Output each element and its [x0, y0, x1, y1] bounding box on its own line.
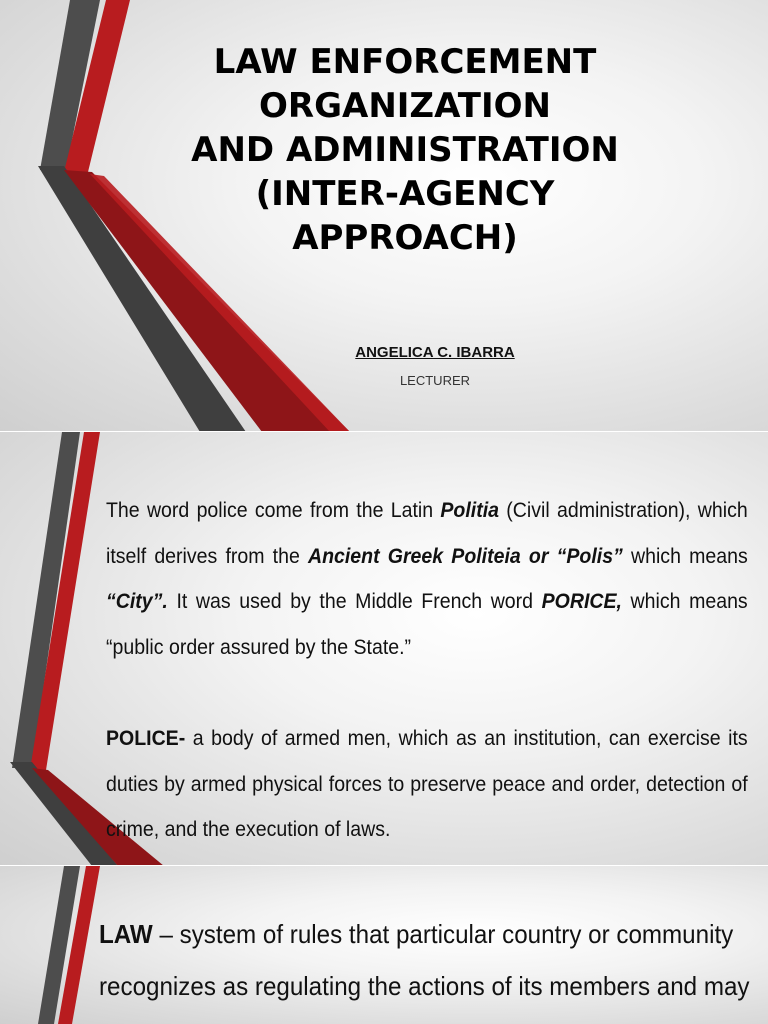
term-politia: Politia [440, 499, 499, 522]
text-segment: which means “public order assured by the State.” [106, 590, 748, 659]
text-segment: a body of armed men, which as an institution, can exercise its duties by armed physical forces to preserve peace and order, detection of crime, and the execution of laws. [106, 727, 748, 841]
text-segment: – system of rules that particular country or community recognizes as regulating the actions of its members and may [99, 919, 750, 1001]
author-role: LECTURER [399, 373, 471, 388]
slide-title: LAW ENFORCEMENT ORGANIZATION AND ADMINISTRATION (INTER-AGENCY APPROACH) [191, 42, 619, 258]
term-city: “City”. [106, 590, 168, 613]
term-politeia: Ancient Greek Politeia or “Polis” [307, 544, 623, 568]
law-definition-slide [0, 866, 768, 1024]
term-law: LAW [99, 919, 153, 949]
police-definition-paragraph [106, 716, 748, 853]
law-definition-paragraph [99, 908, 750, 1012]
text-segment: which means [622, 544, 748, 568]
term-porice: PORICE, [541, 590, 622, 613]
text-segment: It was used by the Middle French word [167, 590, 542, 613]
term-police: POLICE- [106, 727, 186, 750]
police-definition-slide [0, 432, 768, 866]
author-name: ANGELICA C. IBARRA [355, 344, 515, 361]
title-slide [0, 0, 768, 432]
text-segment: (Civil administration), which itself derives from the [106, 499, 748, 568]
police-etymology-paragraph [106, 488, 748, 670]
text-segment: The word police come from the Latin [106, 499, 441, 522]
